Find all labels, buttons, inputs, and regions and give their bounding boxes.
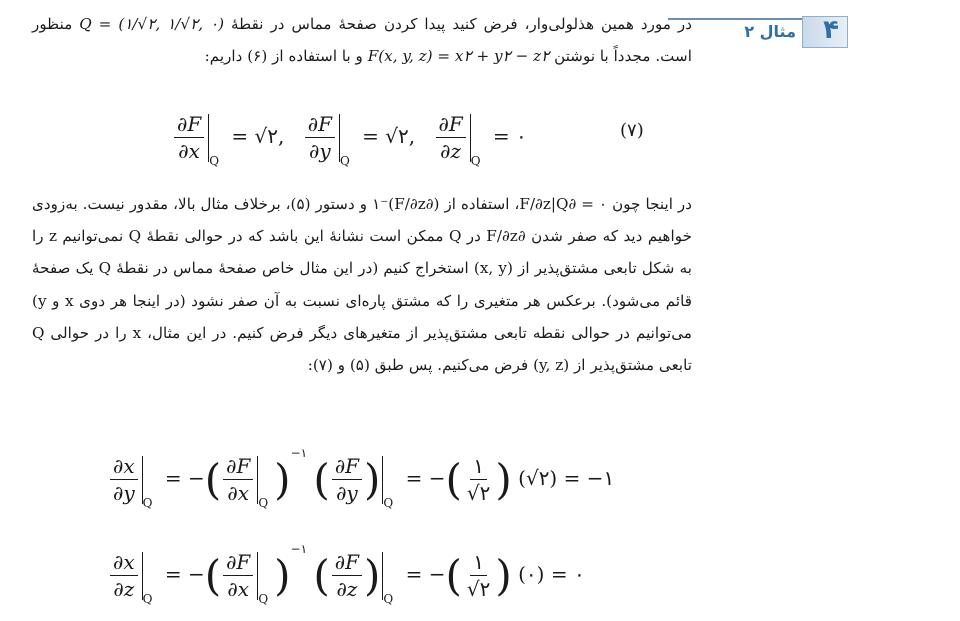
equation-number-7: (۷): [620, 120, 644, 141]
chapter-number: ۴: [823, 15, 839, 45]
eq7-dfdy-den: ∂y: [309, 139, 331, 163]
eqa-r-den: √۲: [466, 481, 491, 505]
eqa-p2-den: ∂y: [336, 481, 358, 505]
eqb-p1-den: ∂x: [227, 577, 250, 601]
eqa-r-num: ۱: [470, 454, 487, 480]
eqb-r-den: √۲: [466, 577, 491, 601]
eqb-p1-num: ∂F: [223, 550, 253, 576]
eq7-dfdy-num: ∂F: [305, 112, 335, 138]
eq7-value-1: = √۲,: [231, 124, 285, 148]
point-q: Q = (۱/√۲, ۱/√۲, ۰): [79, 15, 225, 33]
eqa-sub: Q: [142, 496, 153, 510]
example-label: مثال ۲: [744, 22, 796, 41]
eqb-sub-p2: Q: [383, 592, 394, 606]
equation-dx-dy: $\frac{\partial x}{\partial y}$ $_Q$ = −( $\frac{\partial F}{\partial x}$ $_Q$ )$^{-۱}$ ( $\frac{\partial F}{\partial y}$ ) $_Q$ = −( $\frac{۱}{√۲}$ ) (√۲) = −۱: [108, 446, 614, 510]
eq7-dfdz-num: ∂F: [436, 112, 466, 138]
eqa-exponent: −۱: [290, 446, 308, 460]
intro-line2-after: و با استفاده از (۶) داریم:: [204, 47, 363, 65]
eq7-sub-2: Q: [339, 154, 350, 168]
eqb-p2-num: ∂F: [332, 550, 362, 576]
eqa-sub-p1: Q: [258, 496, 269, 510]
eq7-sub-1: Q: [209, 154, 220, 168]
eqa-p1-den: ∂x: [227, 481, 250, 505]
eqa-p2-num: ∂F: [332, 454, 362, 480]
eqa-p1-num: ∂F: [223, 454, 253, 480]
intro-line2-before: است. مجدداً با نوشتن: [554, 47, 692, 65]
eqb-sub-p1: Q: [258, 592, 269, 606]
example-badge: [668, 12, 848, 48]
body-paragraph: در اینجا چون ۰ = ∂F/∂z|Q، استفاده از (∂F/∂z)⁻۱ و دستور (۵)، برخلاف مثال بالا، مقدور نیست. به‌زودی خواهیم دید که صفر شدن ∂F/∂z در Q ممکن است نشانهٔ این باشد که در حوالی نقطهٔ Q نمی‌توانیم z را به شکل تابعی مشتق‌پذیر از (x, y) استخراج کنیم (در این مثال خاص صفحهٔ مماس در نقطهٔ Q یک صفحهٔ قائم می‌شود). برعکس هر متغیری را که مشتق پاره‌ای نسبت به آن صفر نشود (در اینجا هر دوی x و y) می‌توانیم در حوالی نقطه تابعی مشتق‌پذیر از متغیرهای دیگر فرض کنیم. در این مثال، x را در حوالی Q تابعی مشتق‌پذیر از (y, z) فرض می‌کنیم. پس طبق (۵) و (۷):: [32, 195, 693, 375]
function-def: F(x, y, z) = x۲ + y۲ − z۲: [367, 47, 550, 65]
eqb-sub: Q: [142, 592, 153, 606]
eqa-sub-p2: Q: [383, 496, 394, 510]
eq7-dfdx-den: ∂x: [178, 139, 200, 163]
badge-box: [802, 16, 848, 48]
eqa-lhs-num: ∂x: [110, 454, 138, 480]
intro-line1-after: منظور: [32, 15, 73, 33]
eqa-lhs-den: ∂y: [113, 481, 135, 505]
eqb-lhs-num: ∂x: [110, 550, 138, 576]
eqb-p2-den: ∂z: [336, 577, 358, 601]
eq7-dfdz-den: ∂z: [440, 139, 462, 163]
eq7-value-3: = ۰: [492, 124, 527, 148]
eqb-lhs-den: ∂z: [113, 577, 135, 601]
intro-line1-before: در مورد همین هذلولی‌وار، فرض کنید پیدا کردن صفحهٔ مماس در نقطهٔ: [231, 15, 693, 33]
eq7-value-2: = √۲,: [362, 124, 416, 148]
equation-dx-dz: $\frac{\partial x}{\partial z}$ $_Q$ = −( $\frac{\partial F}{\partial x}$ $_Q$ )$^{-۱}$ ( $\frac{\partial F}{\partial z}$ ) $_Q$ = −( $\frac{۱}{√۲}$ ) (۰) = ۰: [108, 542, 585, 606]
eqb-r-num: ۱: [470, 550, 487, 576]
eq7-sub-3: Q: [470, 154, 481, 168]
eqb-exponent: −۱: [290, 542, 308, 556]
equation-7: [172, 112, 527, 168]
intro-paragraph: [32, 8, 692, 72]
eqb-result: (۰) = ۰: [518, 562, 585, 586]
eq7-dfdx-num: ∂F: [174, 112, 204, 138]
eqa-result: (√۲) = −۱: [518, 466, 615, 490]
